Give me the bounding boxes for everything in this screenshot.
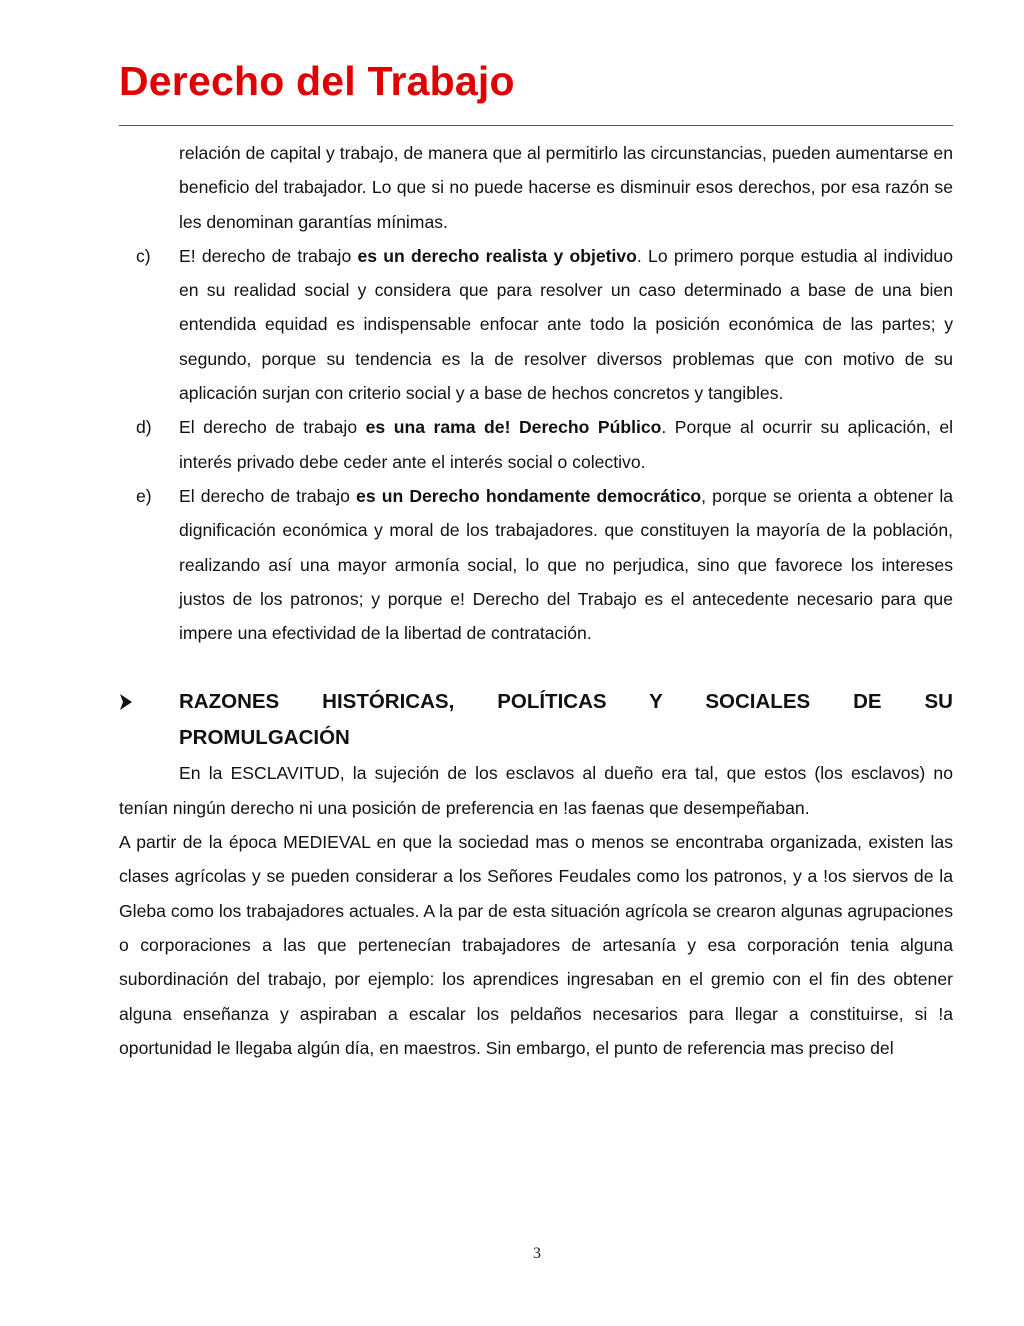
header-divider [119, 125, 953, 126]
list-item-text: , porque se orienta a obtener la dignificación económica y moral de los trabajadores. que constituyen la mayoría de la población, realizando así una mayor armonía social, lo que no perjudica, sino que favorece los intereses justos de los patronos; y porque e! Derecho del Trabajo es el antecedente necesario para que impere una efectividad de la libertad de contratación. [179, 485, 954, 644]
list-marker: e) [136, 485, 152, 506]
list-marker: c) [136, 245, 151, 266]
list-item-text: . Porque al ocurrir su aplicación, el interés privado debe ceder ante el interés social o colectivo. [179, 417, 954, 472]
paragraph-medieval: A partir de la época MEDIEVAL en que la sociedad mas o menos se encontraba organizada, existen las clases agrícolas y se pueden considerar a los Señores Feudales como los patronos, y a !os siervos de la Gleba como los trabajadores actuales. A la par de esta situación agrícola se crearon algunas agrupaciones o corporaciones a las que pertenecían trabajadores de artesanía y esa corporación tenia alguna subordinación del trabajo, por ejemplo: los aprendices ingresaban en el gremio con el fin des obtener alguna enseñanza y aspiraban a escalar los peldaños necesarios para llegar a constituirse, si !a oportunidad le llegaba algún día, en maestros. Sin embargo, el punto de referencia mas preciso del [119, 832, 953, 1058]
list-item-text: E! derecho de trabajo [179, 245, 358, 266]
list-item-text: El derecho de trabajo [179, 485, 357, 506]
list-item-emphasis: es un Derecho hondamente democrático [356, 485, 702, 506]
list-item-emphasis: es un derecho realista y objetivo [357, 245, 637, 266]
list-marker: d) [136, 417, 152, 438]
list-item-c [119, 239, 953, 410]
continued-paragraph: relación de capital y trabajo, de manera que al permitirlo las circunstancias, pueden aumentarse en beneficio del trabajador. Lo que si no puede hacerse es disminuir esos derechos, por esa razón se les denominan garantías mínimas. [179, 143, 953, 232]
list-item-text: El derecho de trabajo [179, 417, 366, 438]
page-number: 3 [533, 1245, 541, 1262]
list-item-emphasis: es una rama de! Derecho Público [365, 417, 662, 438]
list-item-text: . Lo primero porque estudia al individuo en su realidad social y considera que para resolver un caso determinado a base de una bien entendida equidad es indispensable enfocar ante todo la posición económica de las partes; y segundo, porque su tendencia es la de resolver diversos problemas que con motivo de su aplicación surjan con criterio social y a base de hechos concretos y tangibles. [179, 245, 953, 404]
page-header-title: Derecho del Trabajo [119, 58, 515, 104]
paragraph-esclavitud: En la ESCLAVITUD, la sujeción de los esclavos al dueño era tal, que estos (los esclavos) no tenían ningún derecho ni una posición de preferencia en !as faenas que desempeñaban. [119, 763, 953, 818]
list-item-e [119, 479, 953, 650]
arrowhead-bullet-icon [119, 693, 133, 711]
list-item-d [119, 410, 953, 479]
section-heading-line1: RAZONES HISTÓRICAS, POLÍTICAS Y SOCIALES DE SU [179, 690, 953, 714]
section-heading [119, 684, 953, 756]
section-heading-line2: PROMULGACIÓN [179, 726, 350, 750]
document-body [119, 136, 953, 1065]
